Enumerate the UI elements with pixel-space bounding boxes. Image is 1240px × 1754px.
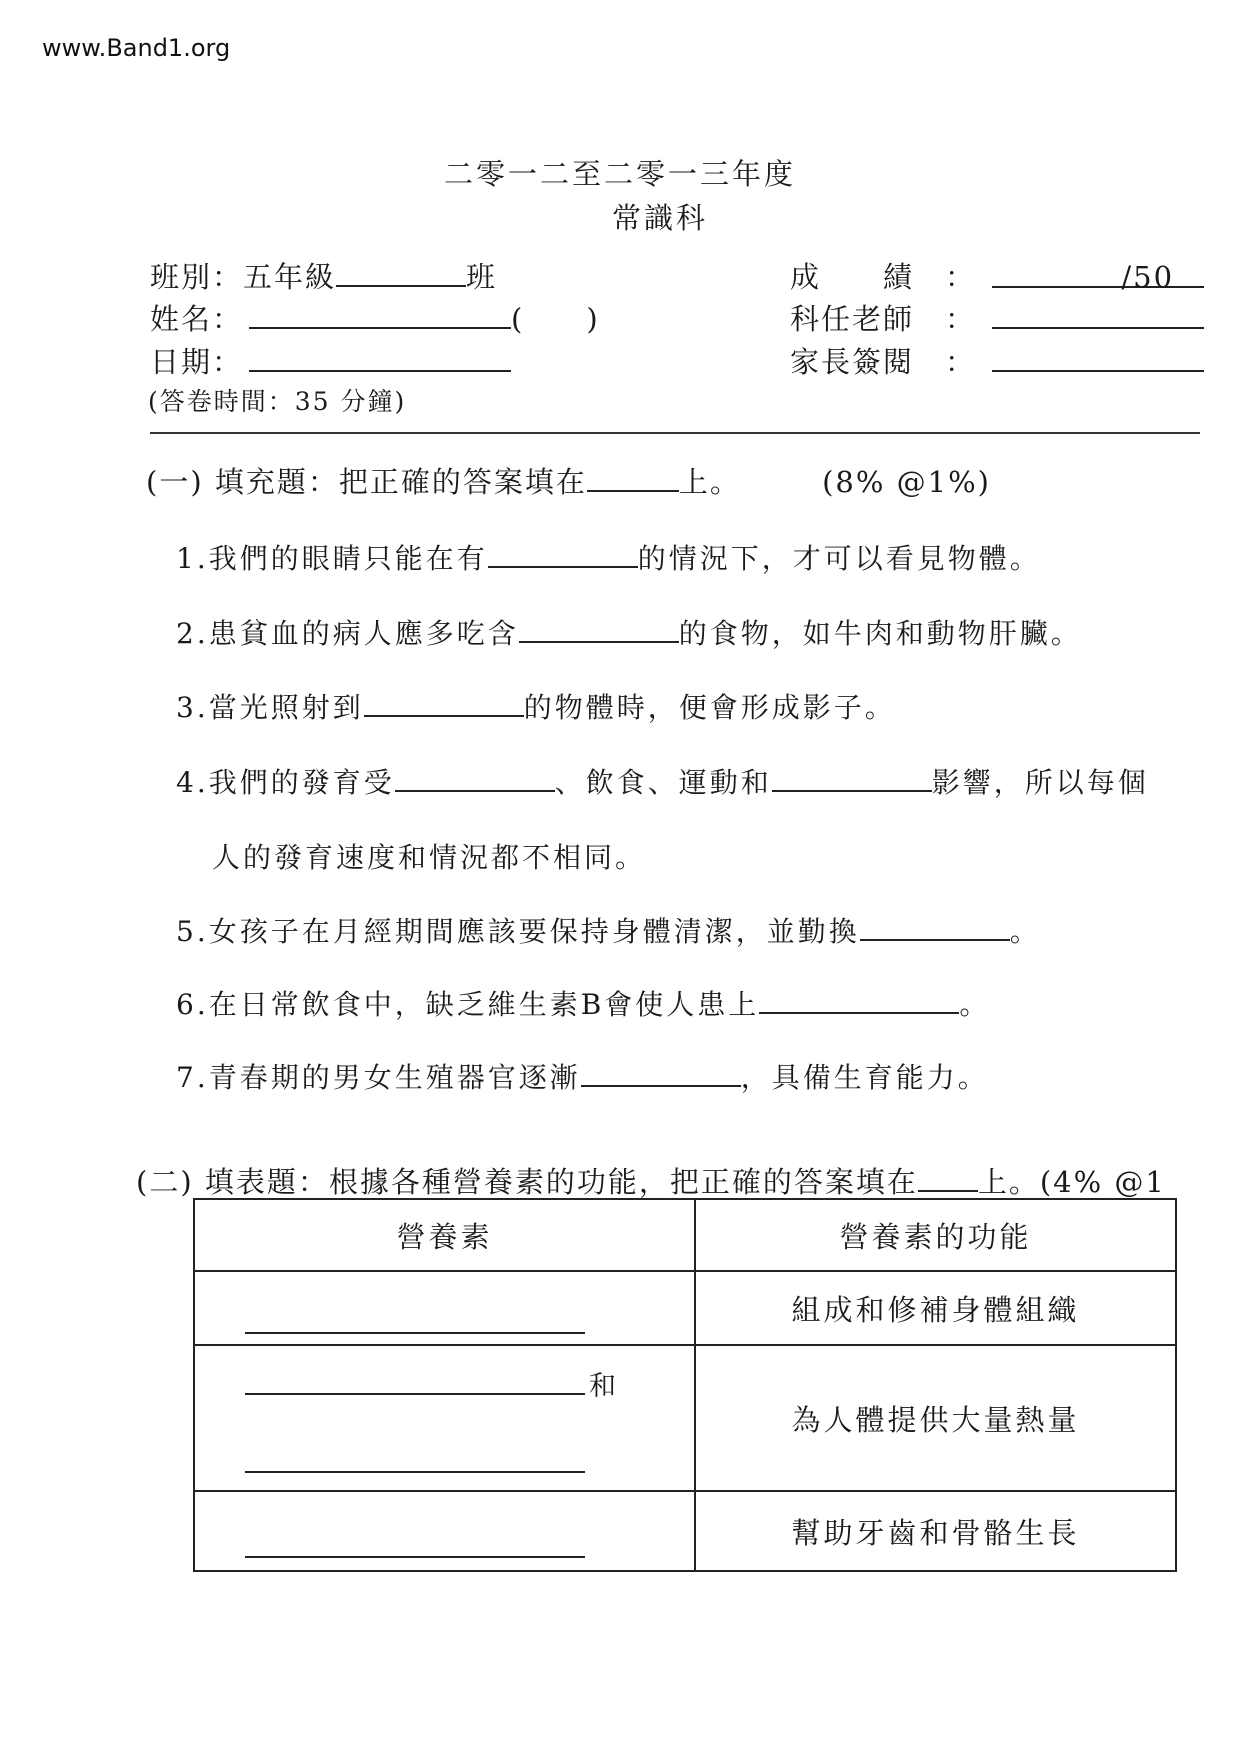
section1-marks: (8% @1%) (822, 465, 991, 499)
nutrient-cell (194, 1491, 695, 1571)
question-text: 的食物，如牛肉和動物肝臟。 (678, 617, 1082, 650)
table-row (194, 1345, 1176, 1491)
question-text: 的情況下，才可以看見物體。 (637, 542, 1041, 575)
name-field (150, 297, 600, 338)
time-note: (答卷時間：35 分鐘) (148, 387, 407, 416)
class-blank[interactable] (336, 257, 466, 287)
question-number: 2. (176, 617, 209, 650)
section1-instruction: (一) 填充題：把正確的答案填在 (146, 465, 587, 499)
question-4-continued: 人的發育速度和情況都不相同。 (212, 841, 647, 874)
question-4 (176, 761, 1149, 801)
function-cell: 為人體提供大量熱量 (695, 1345, 1176, 1491)
answer-blank[interactable] (581, 1059, 741, 1087)
question-text: 、飲食、運動和 (554, 766, 772, 799)
function-cell: 組成和修補身體組織 (695, 1271, 1176, 1345)
question-number: 6. (176, 988, 209, 1021)
question-text: 。 (1009, 915, 1041, 948)
teacher-blank[interactable] (992, 299, 1204, 329)
answer-blank[interactable] (772, 764, 932, 792)
answer-blank[interactable] (395, 764, 555, 792)
parent-signature-blank[interactable] (992, 342, 1204, 372)
table-header-row (194, 1199, 1176, 1271)
question-text: 在日常飲食中，缺乏維生素B會使人患上 (208, 988, 760, 1021)
nutrient-blank[interactable] (245, 1528, 585, 1558)
question-number: 1. (176, 542, 209, 575)
answer-blank[interactable] (488, 540, 638, 568)
teacher-field (790, 297, 1204, 338)
table-row (194, 1491, 1176, 1571)
question-text: 患貧血的病人應多吃含 (208, 617, 519, 650)
question-text: 女孩子在月經期間應該要保持身體清潔，並勤換 (208, 915, 860, 948)
question-text: 當光照射到 (208, 691, 364, 724)
question-text: 的物體時，便會形成影子。 (523, 691, 896, 724)
question-7 (176, 1056, 989, 1096)
name-blank[interactable] (249, 299, 511, 329)
nutrient-cell (194, 1345, 695, 1491)
section2-instruction: (二) 填表題：根據各種營養素的功能，把正確的答案填在 (136, 1165, 918, 1199)
class-number-paren: ( ) (511, 302, 600, 336)
question-6 (176, 983, 990, 1023)
function-cell: 幫助牙齒和骨骼生長 (695, 1491, 1176, 1571)
question-number: 4. (176, 766, 209, 799)
score-field (790, 255, 1204, 296)
section2-blank-sample (918, 1162, 978, 1192)
section2-heading (136, 1160, 1166, 1201)
nutrient-blank[interactable] (245, 1365, 585, 1395)
question-number: 7. (176, 1061, 209, 1094)
class-label: 班別： (150, 260, 244, 294)
question-3 (176, 686, 896, 726)
divider (150, 432, 1200, 434)
section1-blank-sample (587, 462, 679, 492)
class-suffix: 班 (466, 260, 498, 294)
section1-heading (146, 460, 991, 501)
parent-label: 家長簽閱 ： (790, 345, 977, 379)
class-field (150, 255, 497, 296)
site-url: www.Band1.org (42, 34, 231, 62)
question-1 (176, 537, 1041, 577)
date-label: 日期： (150, 345, 244, 379)
answer-blank[interactable] (860, 913, 1010, 941)
question-text: 青春期的男女生殖器官逐漸 (208, 1061, 581, 1094)
column-header-nutrient: 營養素 (194, 1199, 695, 1271)
date-field (150, 340, 511, 381)
section1-instruction-tail: 上。 (678, 465, 741, 499)
section2-instruction-tail: 上。(4% @1 (977, 1165, 1166, 1199)
nutrient-cell (194, 1271, 695, 1345)
question-5 (176, 910, 1041, 950)
question-text: 我們的眼睛只能在有 (208, 542, 488, 575)
page-title: 二零一二至二零一三年度 (443, 157, 796, 191)
table-row (194, 1271, 1176, 1345)
name-label: 姓名： (150, 302, 244, 336)
score-label: 成 績 ： (790, 260, 977, 294)
parent-field (790, 340, 1204, 381)
question-text: ，具備生育能力。 (740, 1061, 989, 1094)
answer-blank[interactable] (364, 689, 524, 717)
question-2 (176, 612, 1082, 652)
column-header-function: 營養素的功能 (695, 1199, 1176, 1271)
question-number: 5. (176, 915, 209, 948)
answer-blank[interactable] (759, 986, 959, 1014)
date-blank[interactable] (249, 342, 511, 372)
question-number: 3. (176, 691, 209, 724)
nutrient-blank[interactable] (245, 1304, 585, 1334)
question-text: 影響，所以每個 (931, 766, 1149, 799)
class-grade: 五年級 (243, 260, 337, 294)
subject-title: 常識科 (611, 201, 708, 235)
question-text: 。 (959, 988, 991, 1021)
nutrient-table (193, 1198, 1177, 1572)
nutrient-blank[interactable] (245, 1443, 585, 1473)
teacher-label: 科任老師 ： (790, 302, 977, 336)
answer-blank[interactable] (519, 615, 679, 643)
score-value: /50 (992, 260, 1204, 288)
and-word: 和 (589, 1371, 619, 1402)
question-text: 我們的發育受 (208, 766, 395, 799)
